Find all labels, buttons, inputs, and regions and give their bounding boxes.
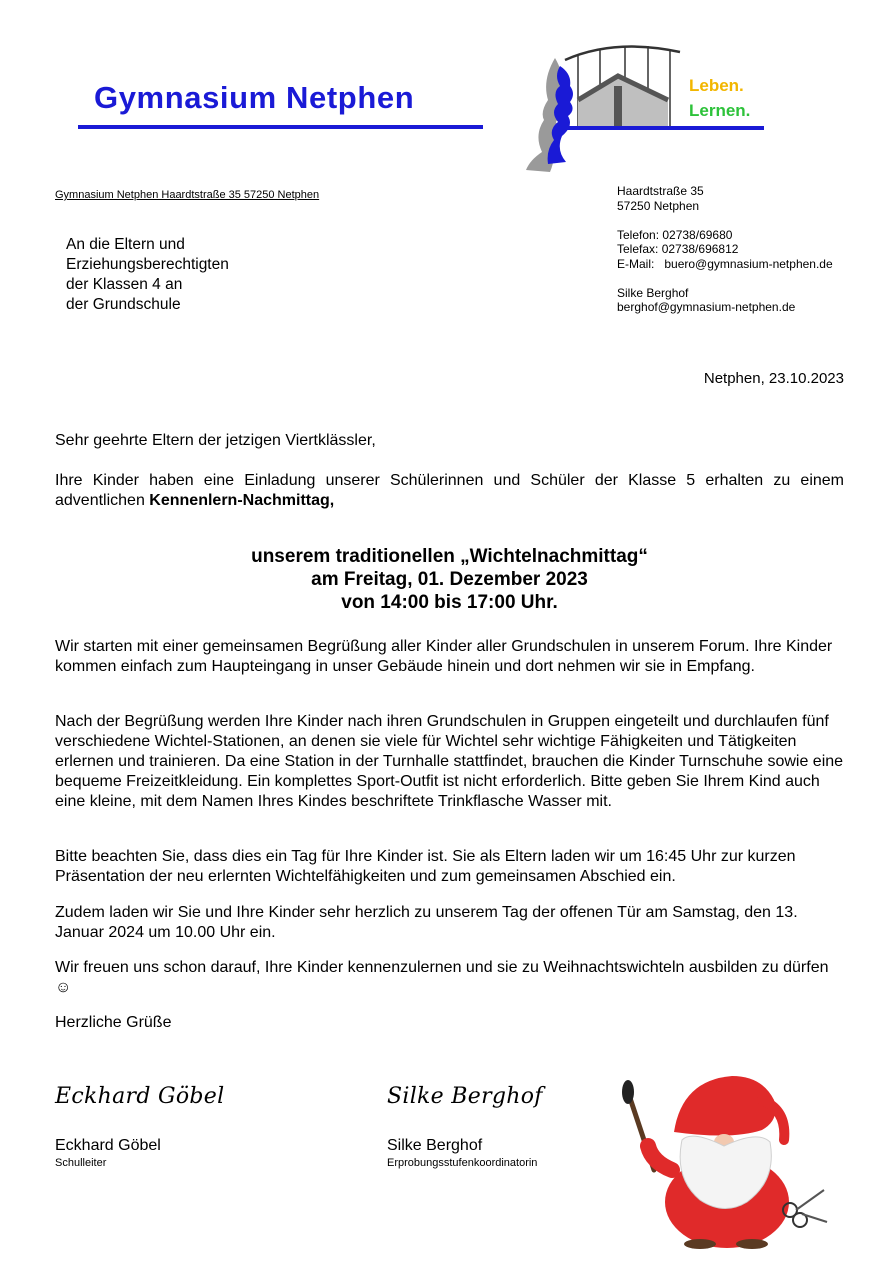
event-time: von 14:00 bis 17:00 Uhr. — [341, 592, 558, 613]
event-title: unserem traditionellen „Wichtelnachmittag“ — [251, 546, 648, 567]
signer-name: Silke Berghof — [387, 1137, 483, 1154]
recipient-line: der Klassen 4 an — [66, 276, 183, 293]
recipient-line: Erziehungsberechtigten — [66, 256, 229, 273]
paragraph-stations: Nach der Begrüßung werden Ihre Kinder nach ihren Grundschulen in Gruppen eingeteilt und durchlaufen fünf verschiedene Wichtel-Stationen, an denen sie viele für Wichtel sehr wichtige Fähigkeiten und Tätigkeiten erlernen und trainieren. Da eine Station in der Turnhalle stattfindet, brauchen die Kinder Turnschuhe sowie eine bequeme Freizeitkleidung. Ein komplettes Sport-Outfit ist nicht erforderlich. Bitte geben Sie Ihrem Kind auch eine kleine, mit dem Namen Ihres Kindes beschriftete Trinkflasche Wasser mit. — [55, 713, 844, 810]
contact-city: 57250 Netphen — [617, 198, 700, 213]
recipient-address — [66, 235, 229, 315]
sender-return-line: Gymnasium Netphen Haardtstraße 35 57250 Netphen — [55, 189, 320, 201]
event-details — [55, 545, 844, 614]
closing: Herzliche Grüße — [55, 1014, 172, 1031]
signer-role: Erprobungsstufenkoordinatorin — [387, 1157, 538, 1169]
contact-block — [617, 184, 833, 315]
signature-berghof: Silke Berghof — [387, 1084, 543, 1109]
contact-email-label: E-Mail: — [617, 256, 655, 271]
contact-fax: Telefax: 02738/696812 — [617, 242, 739, 256]
event-date: am Freitag, 01. Dezember 2023 — [311, 569, 588, 590]
contact-email-row — [617, 257, 833, 272]
school-name: Gymnasium Netphen — [94, 80, 415, 115]
contact-person: Silke Berghof — [617, 285, 689, 300]
gnome-illustration-icon — [612, 1070, 837, 1250]
contact-phone: Telefon: 02738/69680 — [617, 227, 733, 242]
contact-street: Haardtstraße 35 — [617, 184, 704, 198]
paragraph-invitation-bold: Kennenlern-Nachmittag, — [149, 492, 335, 509]
contact-email-link[interactable]: buero@gymnasium-netphen.de — [664, 256, 833, 271]
paragraph-parents: Bitte beachten Sie, dass dies ein Tag für Ihre Kinder ist. Sie als Eltern laden wir um 16:45 Uhr zur kurzen Präsentation der neu erlernten Wichtelfähigkeiten und zum gemeinsamen Abschied ein. — [55, 848, 796, 885]
paragraph-looking-forward: Wir freuen uns schon darauf, Ihre Kinder kennenzulernen und sie zu Weihnachtswichteln ausbilden zu dürfen ☺ — [55, 959, 829, 996]
signer-name: Eckhard Göbel — [55, 1137, 161, 1154]
title-underline — [78, 125, 483, 129]
recipient-line: der Grundschule — [66, 296, 181, 313]
signature-goebel: Eckhard Göbel — [55, 1084, 225, 1109]
recipient-line: An die Eltern und — [66, 236, 185, 253]
letter-date: Netphen, 23.10.2023 — [703, 370, 844, 387]
paragraph-welcome: Wir starten mit einer gemeinsamen Begrüßung aller Kinder aller Grundschulen in unserem Forum. Ihre Kinder kommen einfach zum Haupteingang in unser Gebäude hinein und dort nehmen wir sie in Empfang. — [55, 638, 833, 675]
slogan-leben: Leben. — [689, 76, 744, 95]
paragraph-invitation-text: Ihre Kinder haben eine Einladung unserer Schülerinnen und Schüler der Klasse 5 erhalten zu einem adventlichen — [55, 472, 844, 509]
salutation: Sehr geehrte Eltern der jetzigen Viertklässler, — [55, 432, 376, 449]
paragraph-open-day: Zudem laden wir Sie und Ihre Kinder sehr herzlich zu unserem Tag der offenen Tür am Samstag, den 13. Januar 2024 um 10.00 Uhr ein. — [55, 904, 798, 941]
paragraph-invitation — [55, 471, 844, 511]
signer-role: Schulleiter — [55, 1157, 107, 1169]
slogan-lernen: Lernen. — [689, 101, 751, 120]
contact-person-email[interactable]: berghof@gymnasium-netphen.de — [617, 300, 796, 314]
